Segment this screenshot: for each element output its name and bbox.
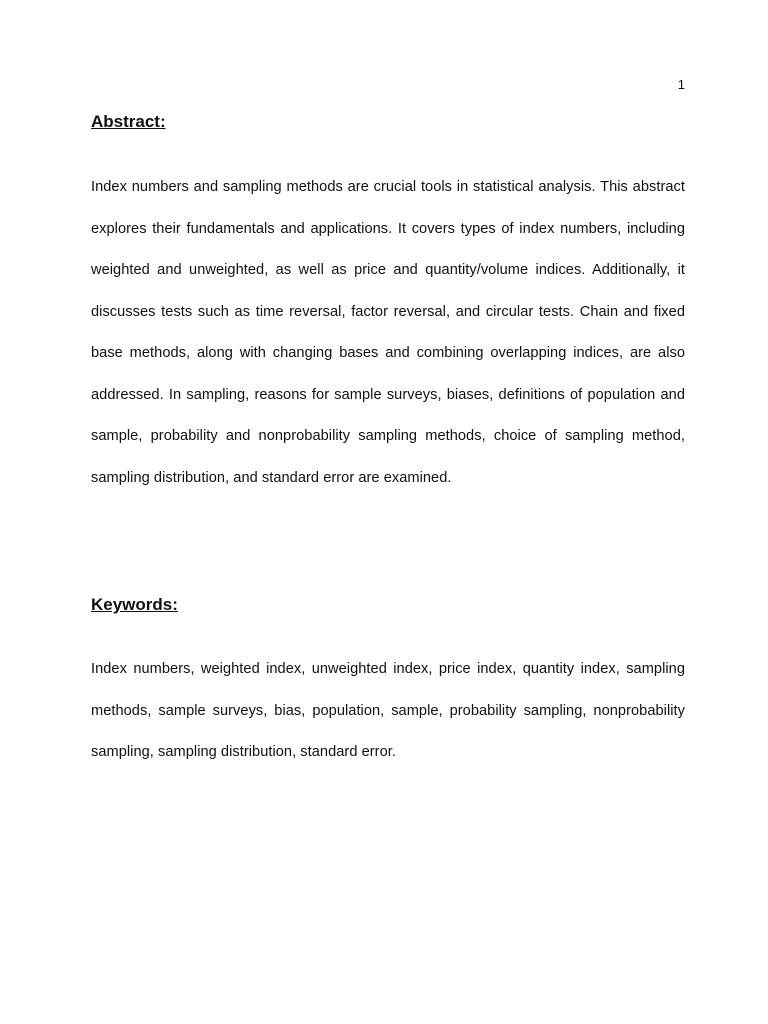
page-number: 1	[677, 77, 685, 92]
abstract-section	[91, 111, 685, 499]
abstract-text: Index numbers and sampling methods are crucial tools in statistical analysis. This abstract explores their fundamentals and applications. It covers types of index numbers, including weighted and unweighted, as well as price and quantity/volume indices. Additionally, it discusses tests such as time reversal, factor reversal, and circular tests. Chain and fixed base methods, along with changing bases and combining overlapping indices, are also addressed. In sampling, reasons for sample surveys, biases, definitions of population and sample, probability and nonprobability sampling methods, choice of sampling method, sampling distribution, and standard error are examined.	[91, 179, 685, 486]
keywords-section	[91, 594, 685, 774]
keywords-heading: Keywords:	[91, 595, 178, 614]
keywords-text: Index numbers, weighted index, unweighted index, price index, quantity index, sampling methods, sample surveys, bias, population, sample, probability sampling, nonprobability sampling, sampling distribution, standard error.	[91, 661, 685, 760]
abstract-heading: Abstract:	[91, 112, 166, 131]
